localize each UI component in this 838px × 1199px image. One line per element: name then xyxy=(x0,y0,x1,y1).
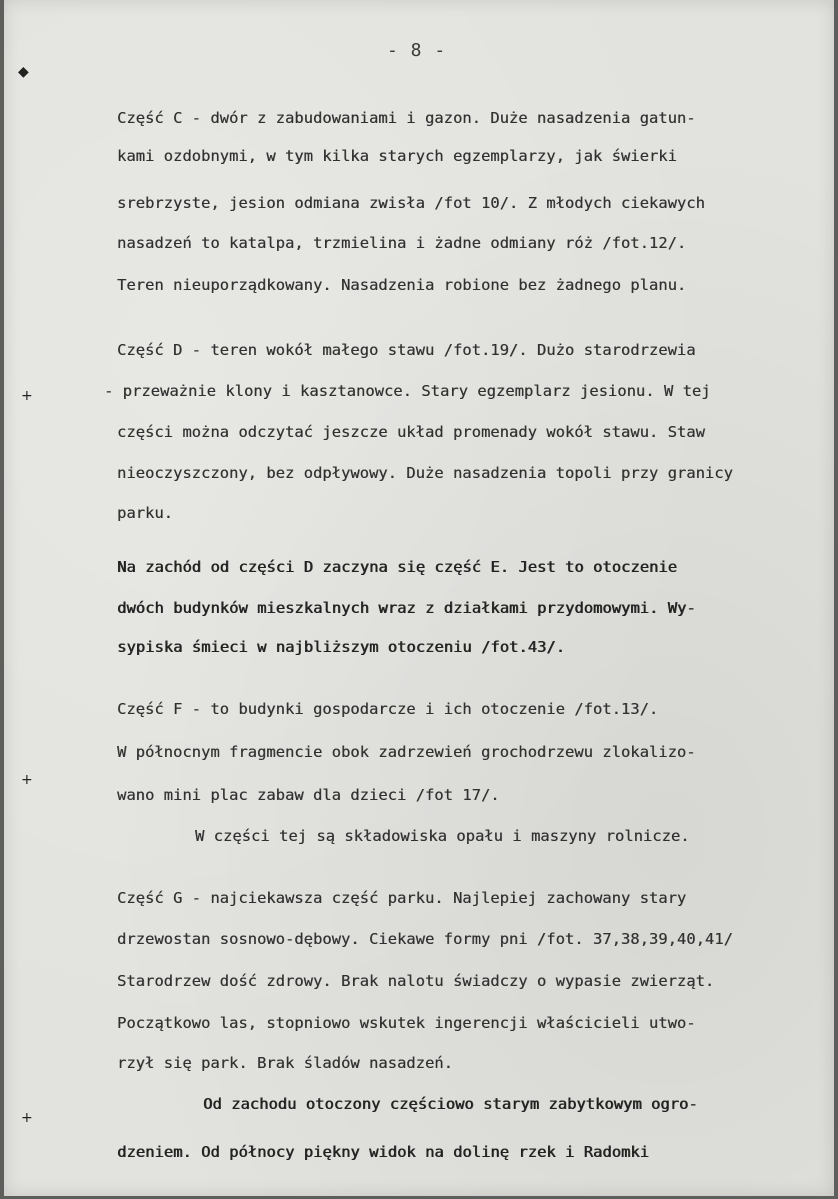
text-line: Część D - teren wokół małego stawu /fot.19/. Dużo starodrzewia xyxy=(117,341,696,359)
text-line: Część F - to budynki gospodarcze i ich otoczenie /fot.13/. xyxy=(117,700,659,718)
text-line: W północnym fragmencie obok zadrzewień grochodrzewu zlokalizo- xyxy=(117,743,696,761)
text-line: wano mini plac zabaw dla dzieci /fot 17/. xyxy=(117,786,500,804)
document-page xyxy=(4,0,834,1196)
text-line: kami ozdobnymi, w tym kilka starych egzemplarzy, jak świerki xyxy=(117,147,677,165)
text-line: Starodrzew dość zdrowy. Brak nalotu świadczy o wypasie zwierząt. xyxy=(117,972,715,990)
text-line: rzył się park. Brak śladów nasadzeń. xyxy=(117,1054,453,1072)
binding-hole-icon: + xyxy=(21,1110,33,1126)
page-number: - 8 - xyxy=(387,40,447,61)
text-line: parku. xyxy=(117,504,173,522)
text-line: drzewostan sosnowo-dębowy. Ciekawe formy pni /fot. 37,38,39,40,41/ xyxy=(117,930,733,948)
text-line: Część G - najciekawsza część parku. Najlepiej zachowany stary xyxy=(117,889,687,907)
text-line: dwóch budynków mieszkalnych wraz z działkami przydomowymi. Wy- xyxy=(117,599,696,617)
text-line: Część C - dwór z zabudowaniami i gazon. Duże nasadzenia gatun- xyxy=(117,109,696,127)
text-line: sypiska śmieci w najbliższym otoczeniu /fot.43/. xyxy=(117,638,565,656)
text-line: Od zachodu otoczony częściowo starym zabytkowym ogro- xyxy=(203,1095,698,1113)
text-line: - przeważnie klony i kasztanowce. Stary egzemplarz jesionu. W tej xyxy=(104,382,711,400)
text-line: Początkowo las, stopniowo wskutek ingerencji właścicieli utwo- xyxy=(117,1014,696,1032)
binding-hole-icon: + xyxy=(21,388,33,404)
text-line: części można odczytać jeszcze układ promenady wokół stawu. Staw xyxy=(117,423,705,441)
text-line: W części tej są składowiska opału i maszyny rolnicze. xyxy=(195,827,690,845)
text-line: dzeniem. Od północy piękny widok na dolinę rzek i Radomki xyxy=(117,1143,649,1161)
text-line: nieoczyszczony, bez odpływowy. Duże nasadzenia topoli przy granicy xyxy=(117,464,733,482)
binding-hole-icon: + xyxy=(21,772,33,788)
margin-mark-icon: ◆ xyxy=(18,64,29,80)
text-line: Teren nieuporządkowany. Nasadzenia robione bez żadnego planu. xyxy=(117,276,687,294)
text-line: nasadzeń to katalpa, trzmielina i żadne odmiany róż /fot.12/. xyxy=(117,234,687,252)
text-line: srebrzyste, jesion odmiana zwisła /fot 10/. Z młodych ciekawych xyxy=(117,194,705,212)
text-line: Na zachód od części D zaczyna się część E. Jest to otoczenie xyxy=(117,558,677,576)
